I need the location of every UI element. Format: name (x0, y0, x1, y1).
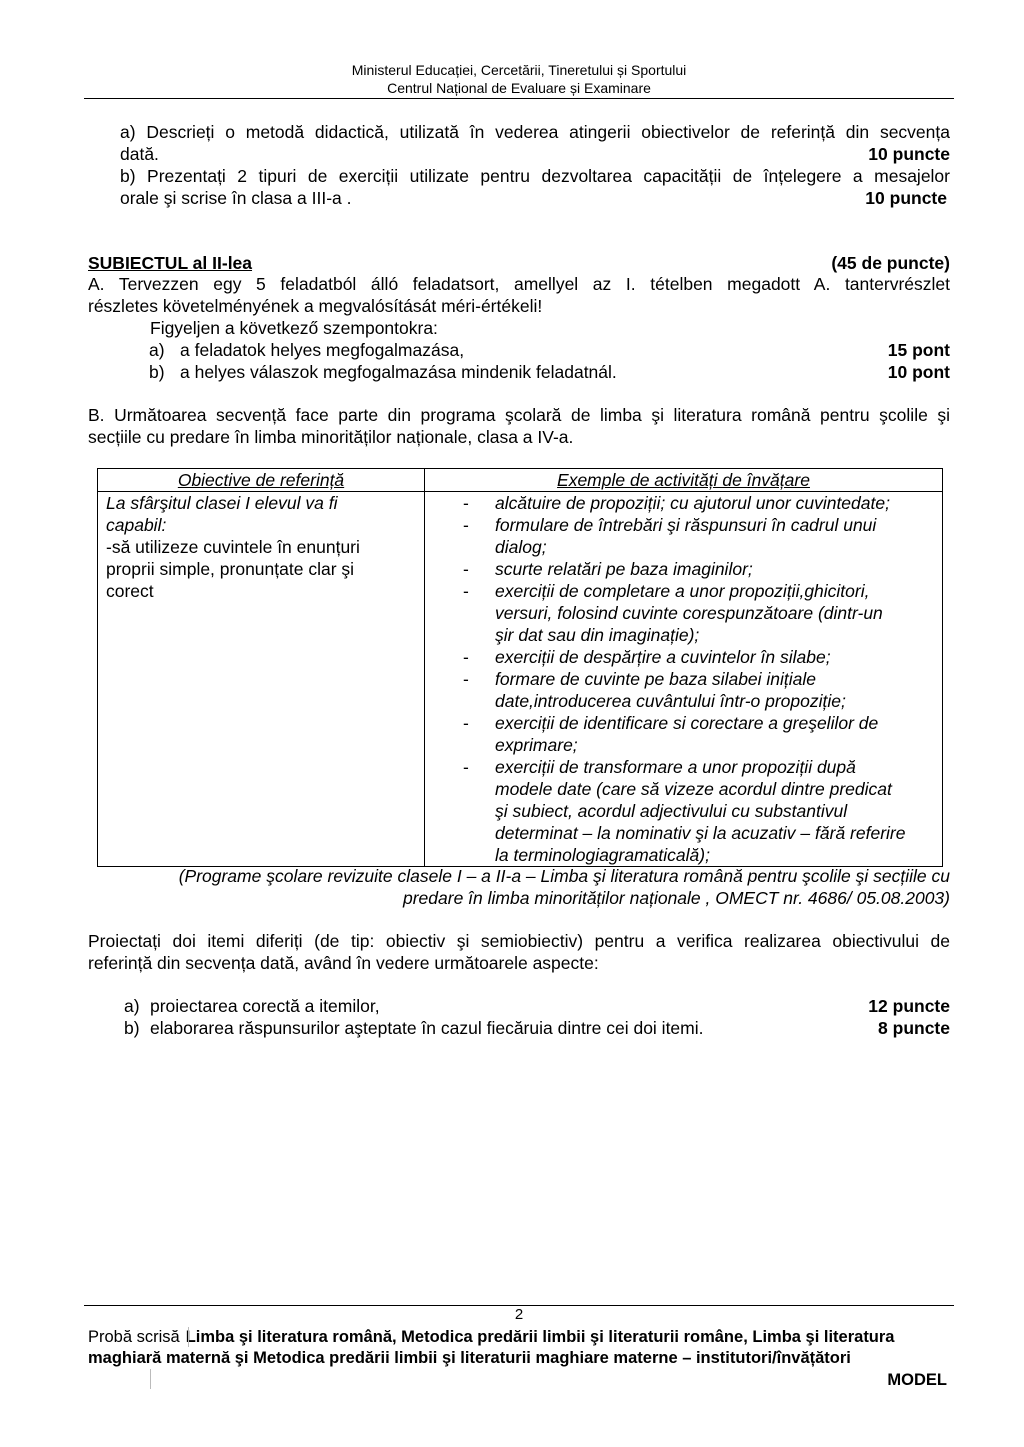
activity-dash: - (463, 757, 469, 777)
activity-line: determinat – la nominativ şi la acuzativ – fără referire (495, 823, 906, 843)
footer-proba-label: Probă scrisă (88, 1328, 180, 1346)
citation-line2: predare în limba minorităților naționale , OMECT nr. 4686/ 05.08.2003) (403, 888, 950, 908)
footer-divider-lower (150, 1369, 151, 1389)
task-line1: Proiectați doi itemi diferiți (de tip: obiectiv şi semiobiectiv) pentru a verifica realizarea obiectivului de (88, 931, 950, 951)
item-b-text: orale şi scrise în clasa a III-a . (120, 188, 352, 208)
task-item-points: 8 puncte (878, 1018, 950, 1038)
activity-line: date,introducerea cuvântului într-o propoziție; (495, 691, 846, 711)
part-a-item-points: 10 pont (887, 362, 950, 382)
header-rule (84, 98, 954, 99)
item-a-line2 (120, 143, 950, 165)
part-a-line1: A. Tervezzen egy 5 feladatból álló feladatsort, amellyel az I. tételben megadott A. tantervrészlet (88, 274, 950, 294)
activity-line: la terminologiagramaticală); (495, 845, 710, 865)
curriculum-table-wrap (97, 468, 943, 867)
objective-line: -să utilizeze cuvintele în enunțuri (106, 537, 360, 557)
part-a-line2: részletes követelményének a megvalósítását méri-értékeli! (88, 296, 543, 316)
table-row (98, 492, 943, 867)
activity-line: dialog; (495, 537, 547, 557)
task-item-marker: a) (124, 996, 140, 1016)
item-b-line2 (120, 187, 950, 209)
activity-item (463, 558, 942, 580)
activity-line: versuri, folosind cuvinte corespunzătoare (dintr-un (495, 603, 883, 623)
table-header-row (98, 469, 943, 492)
activities-cell (425, 492, 943, 867)
col-activities-header: Exemple de activități de învățare (425, 469, 943, 492)
citation-line1: (Programe şcolare revizuite clasele I – a II-a – Limba şi literatura română pentru şcolile şi secțiile cu (178, 866, 950, 886)
activity-line: exerciții de completare a unor propoziții,ghicitori, (495, 581, 870, 601)
task-section (88, 930, 950, 974)
item-a-text: dată. (120, 144, 159, 164)
subject2-part-a (88, 273, 950, 383)
part-a-item-marker: b) (149, 362, 165, 382)
part-a-item (88, 361, 950, 383)
task-line2: referință din secvența dată, având în vedere următoarele aspecte: (88, 953, 599, 973)
col-objectives-header: Obiective de referință (98, 469, 425, 492)
header-ministry: Ministerul Educației, Cercetării, Tineretului și Sportului (351, 62, 687, 78)
page-header (84, 61, 954, 97)
activity-item (463, 646, 942, 668)
activity-dash: - (463, 581, 469, 601)
item-a-points: 10 puncte (868, 144, 950, 164)
part-a-item-marker: a) (149, 340, 165, 360)
task-item-text: proiectarea corectă a itemilor, (150, 996, 380, 1016)
task-item-text: elaborarea răspunsurilor aşteptate în cazul fiecăruia dintre cei doi itemi. (150, 1018, 704, 1038)
activity-line: exerciții de transformare a unor propoziții după (495, 757, 856, 777)
item-b-line1: b) Prezentați 2 tipuri de exerciții utilizate pentru dezvoltarea capacității de înțelegere a mesajelor (120, 166, 950, 186)
activity-item (463, 492, 942, 514)
objective-line: corect (106, 581, 154, 601)
page-number: 2 (514, 1306, 524, 1323)
part-a-item-text: a helyes válaszok megfogalmazása mindenik feladatnál. (180, 362, 617, 382)
activity-item (463, 514, 942, 558)
footer-title-line1: Limba şi literatura română, Metodica predării limbii şi literaturii române, Limba şi literatura (185, 1328, 895, 1346)
item-b-points: 10 puncte (865, 188, 947, 208)
activity-line: scurte relatări pe baza imaginilor; (495, 559, 753, 579)
footer-text (88, 1327, 954, 1369)
footer-line1 (88, 1327, 954, 1348)
part-a-item (88, 339, 950, 361)
activity-dash: - (463, 713, 469, 733)
subject1-items (120, 121, 950, 209)
subject2-title: SUBIECTUL al II-lea (88, 253, 253, 273)
activity-line: exerciții de identificare si corectare a greşelilor de (495, 713, 879, 733)
footer-divider (188, 1327, 189, 1347)
part-a-intro: Figyeljen a következő szempontokra: (150, 318, 438, 338)
activity-dash: - (463, 647, 469, 667)
activity-line: şir dat sau din imaginație); (495, 625, 700, 645)
activity-item (463, 668, 942, 712)
part-b-line2: secțiile cu predare în limba minorităților naționale, clasa a IV-a. (88, 427, 574, 447)
activity-item (463, 756, 942, 866)
subject2-total-points: (45 de puncte) (831, 253, 950, 273)
activity-line: modele date (care să vizeze acordul dintre predicat (495, 779, 892, 799)
objective-cell (98, 492, 425, 867)
subject2-part-b (88, 404, 950, 448)
part-b-line1: B. Următoarea secvență face parte din programa şcolară de limba şi literatura română pentru şcolile şi (88, 405, 950, 425)
citation (88, 865, 950, 909)
task-item (88, 1017, 950, 1039)
objective-line: proprii simple, pronunțate clar şi (106, 559, 355, 579)
task-item-points: 12 puncte (868, 996, 950, 1016)
activity-line: şi subiect, acordul adjectivului cu substantivul (495, 801, 848, 821)
task-items (88, 995, 950, 1039)
activity-dash: - (463, 515, 469, 535)
activity-item (463, 580, 942, 646)
subject2-title-row (88, 252, 950, 274)
header-center: Centrul Național de Evaluare și Examinare (387, 80, 651, 96)
curriculum-table (97, 468, 943, 867)
part-a-item-points: 15 pont (887, 340, 950, 360)
activity-dash: - (463, 559, 469, 579)
activity-dash: - (463, 493, 469, 513)
activity-line: exerciții de despărțire a cuvintelor în silabe; (495, 647, 831, 667)
objective-intro-line: capabil: (106, 515, 167, 535)
activity-line: formare de cuvinte pe baza silabei inițiale (495, 669, 817, 689)
task-item (88, 995, 950, 1017)
footer-model-label: MODEL (887, 1371, 947, 1389)
activity-line: formulare de întrebări şi răspunsuri în cadrul unui (495, 515, 877, 535)
activity-dash: - (463, 669, 469, 689)
objective-intro-line: La sfârşitul clasei I elevul va fi (106, 493, 338, 513)
part-a-item-text: a feladatok helyes megfogalmazása, (180, 340, 465, 360)
activity-item (463, 712, 942, 756)
activity-line: exprimare; (495, 735, 578, 755)
footer-title-line2: maghiară maternă şi Metodica predării limbii şi literaturii maghiare materne – institutori/învățători (88, 1349, 851, 1367)
task-item-marker: b) (124, 1018, 140, 1038)
activity-line: alcătuire de propoziții; cu ajutorul unor cuvintedate; (495, 493, 890, 513)
item-a-line1: a) Descrieți o metodă didactică, utilizată în vederea atingerii obiectivelor de referință din secvența (120, 122, 950, 142)
